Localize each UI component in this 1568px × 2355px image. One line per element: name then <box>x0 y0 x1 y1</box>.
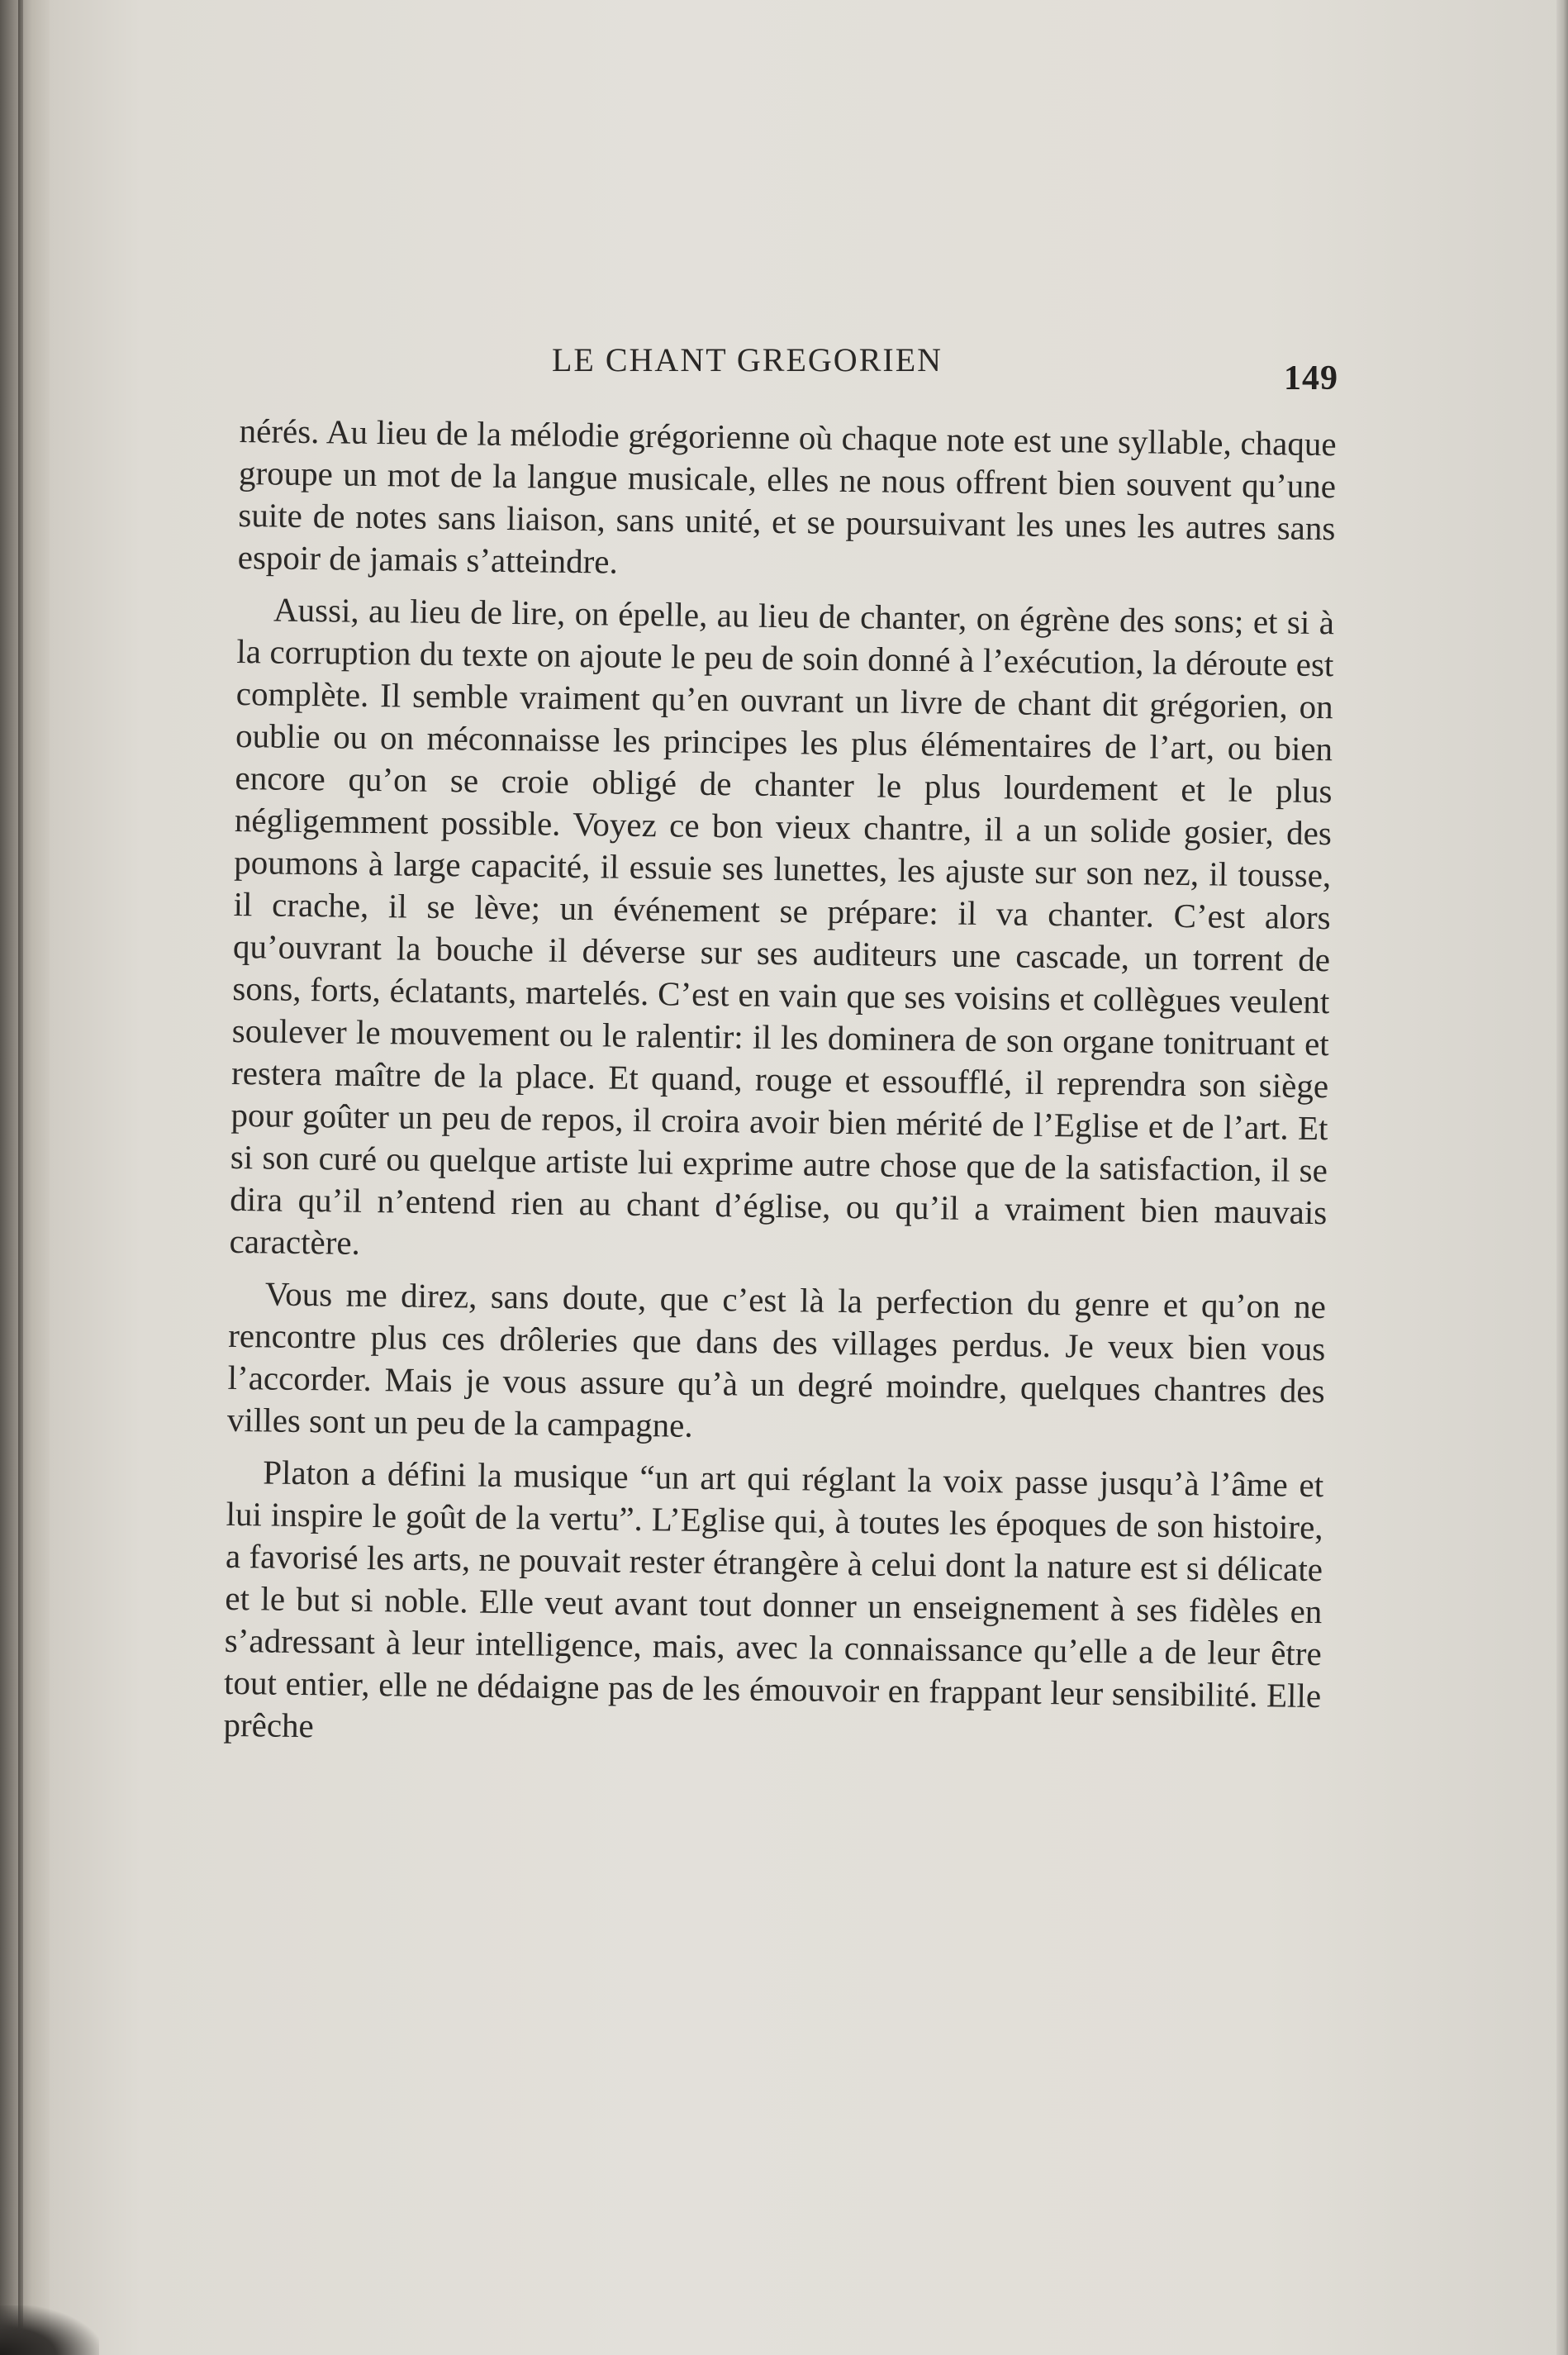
page-number: 149 <box>1284 359 1338 397</box>
paragraph-1: nérés. Au lieu de la mélodie grégorienne où chaque note est une syllable, chaque groupe un mot de la langue musicale, elles ne nous offrent bien souvent qu’une suite de notes sans liaison, sans unité, et se poursuivant les unes les autres sans espoir de jamais s’atteindre. <box>237 411 1337 581</box>
page-right-edge <box>1556 0 1568 2355</box>
body-text <box>223 410 1337 1769</box>
running-title: LE CHANT GREGORIEN <box>552 341 943 378</box>
binding-edge <box>18 0 23 2355</box>
paragraph-2: Aussi, au lieu de lire, on épelle, au lieu de chanter, on égrène des sons; et si à la corruption du texte on ajoute le peu de soin donné à l’exécution, la déroute est complète. Il semble vraiment qu’en ouvrant un livre de chant dit grégorien, on oublie ou on méconnaisse les principes les plus élémentaires de l’art, ou bien encore qu’on se croie obligé de chanter le plus lourdement et le plus négligemment possible. Voyez ce bon vieux chantre, il a un solide gosier, des poumons à large capacité, il essuie ses lunettes, les ajuste sur son nez, il tousse, il crache, il se lève; un événement se prépare: il va chanter. C’est alors qu’ouvrant la bouche il déverse sur ses auditeurs une cascade, un torrent de sons, forts, éclatants, martelés. C’est en vain que ses voisins et collègues veulent soulever le mouvement ou le ralentir: il les dominera de son organe tonitruant et restera maître de la place. Et quand, rouge et essoufflé, il reprendra son siège pour goûter un peu de repos, il croira avoir bien mérité de l’Eglise et de l’art. Et si son curé ou quelque artiste lui exprime autre chose que de la satisfaction, il se dira qu’il n’entend rien au chant d’église, ou qu’il a vraiment bien mauvais caractère. <box>229 590 1335 1262</box>
paragraph-3: Vous me direz, sans doute, que c’est là la perfection du genre et qu’on ne rencontre plus ces drôleries que dans des villages perdus. Je veux bien vous l’accorder. Mais je vous assure qu’à un degré moindre, quelques chantres des villes sont un peu de la campagne. <box>226 1274 1327 1444</box>
page-shadow-corner <box>0 2305 99 2355</box>
page-header <box>240 340 1338 407</box>
paragraph-4: Platon a défini la musique “un art qui réglant la voix passe jusqu’à l’âme et lui inspire le goût de la vertu”. L’Eglise qui, à toutes les époques de son histoire, a favorisé les arts, ne pouvait rester étrangère à celui dont la nature est si délicate et le but si noble. Elle veut avant tout donner un enseignement à ses fidèles en s’adressant à leur intelligence, mais, avec la connaissance qu’elle a de leur être tout entier, elle ne dédaigne pas de les émouvoir en frappant leur sensibilité. Elle prêche <box>223 1453 1324 1745</box>
